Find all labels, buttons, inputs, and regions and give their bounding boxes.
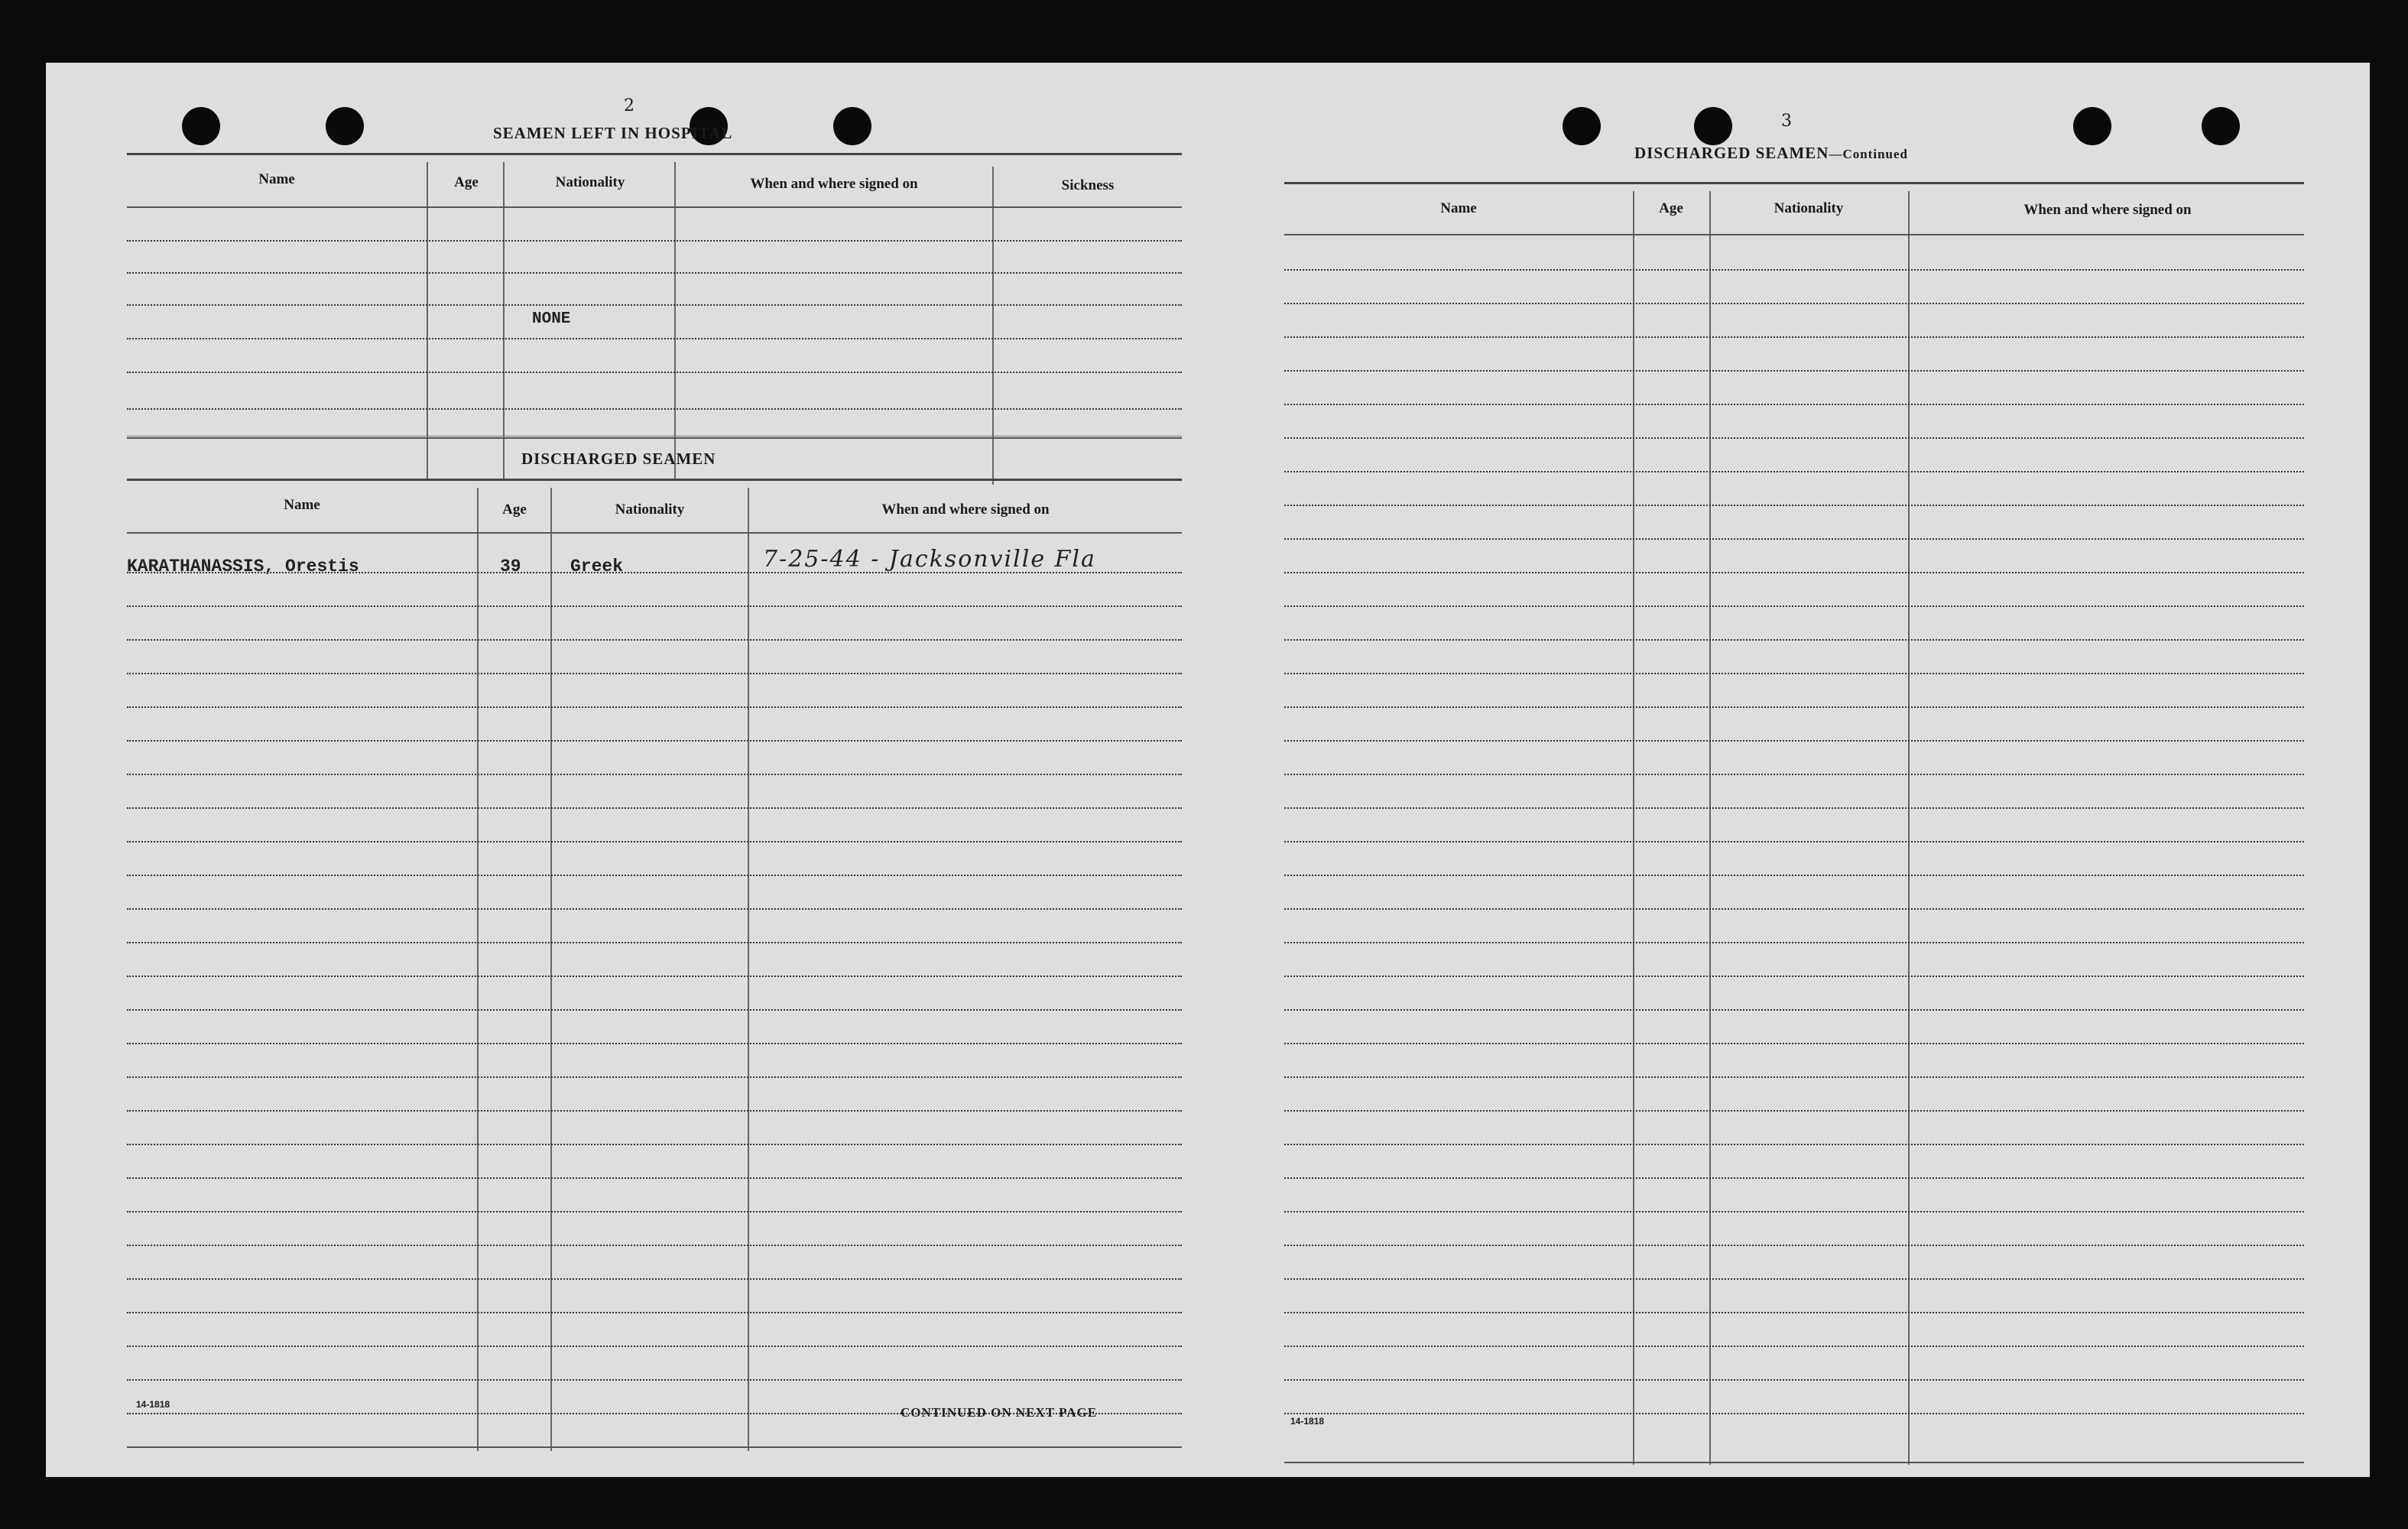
punch-hole xyxy=(1694,107,1732,145)
table-row-line xyxy=(127,372,1182,373)
table-row-line xyxy=(1284,774,2304,775)
table-row-line xyxy=(1284,1043,2304,1044)
table-row-line xyxy=(1284,942,2304,943)
table-row-line xyxy=(127,338,1182,339)
table-row-line xyxy=(127,706,1182,708)
table-row-line xyxy=(1284,1009,2304,1011)
col-header-name: Name xyxy=(258,171,295,187)
rule xyxy=(127,153,1182,155)
table-row-line xyxy=(127,976,1182,977)
table-row-line xyxy=(1284,1379,2304,1381)
table-row-line xyxy=(127,774,1182,775)
document-sheet xyxy=(46,63,2370,1477)
table-row-line xyxy=(127,1076,1182,1078)
col-header-name: Name xyxy=(284,497,320,513)
table-row-line xyxy=(1284,875,2304,876)
table-row-line xyxy=(127,841,1182,842)
table-row-line xyxy=(1284,269,2304,271)
column-divider xyxy=(427,162,428,480)
table-row-line xyxy=(1284,437,2304,439)
table-row-line xyxy=(1284,1211,2304,1212)
discharged-section-title: DISCHARGED SEAMEN xyxy=(521,450,716,468)
punch-hole xyxy=(182,107,220,145)
rule xyxy=(127,437,1182,439)
table-row-line xyxy=(1284,404,2304,405)
column-divider xyxy=(674,162,676,480)
page-number: 2 xyxy=(624,96,634,115)
table-row-line xyxy=(1284,841,2304,842)
table-row-line xyxy=(127,673,1182,674)
table-row-line xyxy=(127,408,1182,410)
col-header-nationality: Nationality xyxy=(1774,200,1844,216)
column-divider xyxy=(477,488,479,1451)
table-row-line xyxy=(127,304,1182,306)
table-row-line xyxy=(127,1009,1182,1011)
table-row-line xyxy=(127,807,1182,809)
table-row-line xyxy=(127,908,1182,910)
rule xyxy=(127,436,1182,437)
column-divider xyxy=(503,162,505,480)
table-row-line xyxy=(127,1245,1182,1246)
discharged-title-text: DISCHARGED SEAMEN xyxy=(1634,144,1829,162)
hospital-section-title: SEAMEN LEFT IN HOSPITAL xyxy=(493,124,733,142)
table-row-line xyxy=(127,1379,1182,1381)
punch-hole xyxy=(326,107,364,145)
table-row-line xyxy=(1284,1413,2304,1414)
column-divider xyxy=(1709,191,1711,1465)
table-row-line xyxy=(1284,639,2304,641)
table-row-line xyxy=(127,1110,1182,1112)
table-row-line xyxy=(1284,1346,2304,1347)
table-row-line xyxy=(1284,1076,2304,1078)
hospital-none-entry: NONE xyxy=(532,310,571,328)
seaman-nationality: Greek xyxy=(570,557,624,576)
seaman-age: 39 xyxy=(500,557,521,576)
table-row-line xyxy=(127,1346,1182,1347)
col-header-name: Name xyxy=(1440,200,1477,216)
table-row-line xyxy=(1284,1312,2304,1313)
table-row-line xyxy=(1284,976,2304,977)
table-row-line xyxy=(127,639,1182,641)
rule xyxy=(1284,1462,2304,1463)
rule xyxy=(127,479,1182,481)
rule xyxy=(1284,234,2304,235)
col-header-sickness: Sickness xyxy=(1061,177,1115,193)
table-row-line xyxy=(127,1144,1182,1145)
table-row-line xyxy=(127,740,1182,742)
discharged-continued-title xyxy=(1634,144,1908,163)
table-row-line xyxy=(1284,336,2304,338)
table-row-line xyxy=(1284,1278,2304,1280)
form-number: 14-1818 xyxy=(136,1399,170,1410)
table-row-line xyxy=(1284,505,2304,506)
table-row-line xyxy=(127,240,1182,242)
table-row-line xyxy=(1284,908,2304,910)
punch-hole xyxy=(2073,107,2111,145)
table-row-line xyxy=(127,272,1182,274)
column-divider xyxy=(1908,191,1910,1465)
table-row-line xyxy=(127,1312,1182,1313)
rule xyxy=(127,1446,1182,1448)
continued-note: CONTINUED ON NEXT PAGE xyxy=(901,1405,1098,1420)
table-row-line xyxy=(127,605,1182,607)
page-number: 3 xyxy=(1781,112,1792,131)
rule xyxy=(127,206,1182,208)
rule xyxy=(127,532,1182,534)
table-row-line xyxy=(127,1043,1182,1044)
table-row-line xyxy=(1284,1177,2304,1179)
col-header-nationality: Nationality xyxy=(615,502,685,518)
continued-suffix: —Continued xyxy=(1829,147,1908,161)
column-divider xyxy=(1633,191,1634,1465)
col-header-age: Age xyxy=(1659,200,1683,216)
table-row-line xyxy=(127,1177,1182,1179)
table-row-line xyxy=(1284,572,2304,573)
punch-hole xyxy=(833,107,871,145)
punch-hole xyxy=(1563,107,1601,145)
col-header-nationality: Nationality xyxy=(555,174,625,190)
table-row-line xyxy=(127,942,1182,943)
col-header-signed-on: When and where signed on xyxy=(750,176,918,192)
table-row-line xyxy=(1284,706,2304,708)
table-row-line xyxy=(1284,1110,2304,1112)
punch-hole xyxy=(2202,107,2240,145)
table-row-line xyxy=(1284,673,2304,674)
col-header-signed-on: When and where signed on xyxy=(881,502,1050,518)
seaman-name: KARATHANASSIS, Orestis xyxy=(127,557,359,576)
col-header-age: Age xyxy=(454,174,479,190)
table-row-line xyxy=(1284,471,2304,472)
form-number: 14-1818 xyxy=(1290,1416,1325,1427)
table-row-line xyxy=(127,1278,1182,1280)
rule xyxy=(1284,182,2304,184)
col-header-age: Age xyxy=(502,502,527,518)
table-row-line xyxy=(1284,1144,2304,1145)
table-row-line xyxy=(1284,807,2304,809)
table-row-line xyxy=(1284,740,2304,742)
col-header-signed-on: When and where signed on xyxy=(2023,202,2192,218)
table-row-line xyxy=(1284,1245,2304,1246)
table-row-line xyxy=(127,572,1182,573)
table-row-line xyxy=(1284,605,2304,607)
table-row-line xyxy=(1284,303,2304,304)
table-row-line xyxy=(1284,538,2304,540)
seaman-signed-on: 7-25-44 - Jacksonville Fla xyxy=(763,546,1096,573)
column-divider xyxy=(748,488,749,1451)
column-divider xyxy=(550,488,552,1451)
table-row-line xyxy=(127,875,1182,876)
table-row-line xyxy=(1284,370,2304,372)
table-row-line xyxy=(127,1211,1182,1212)
